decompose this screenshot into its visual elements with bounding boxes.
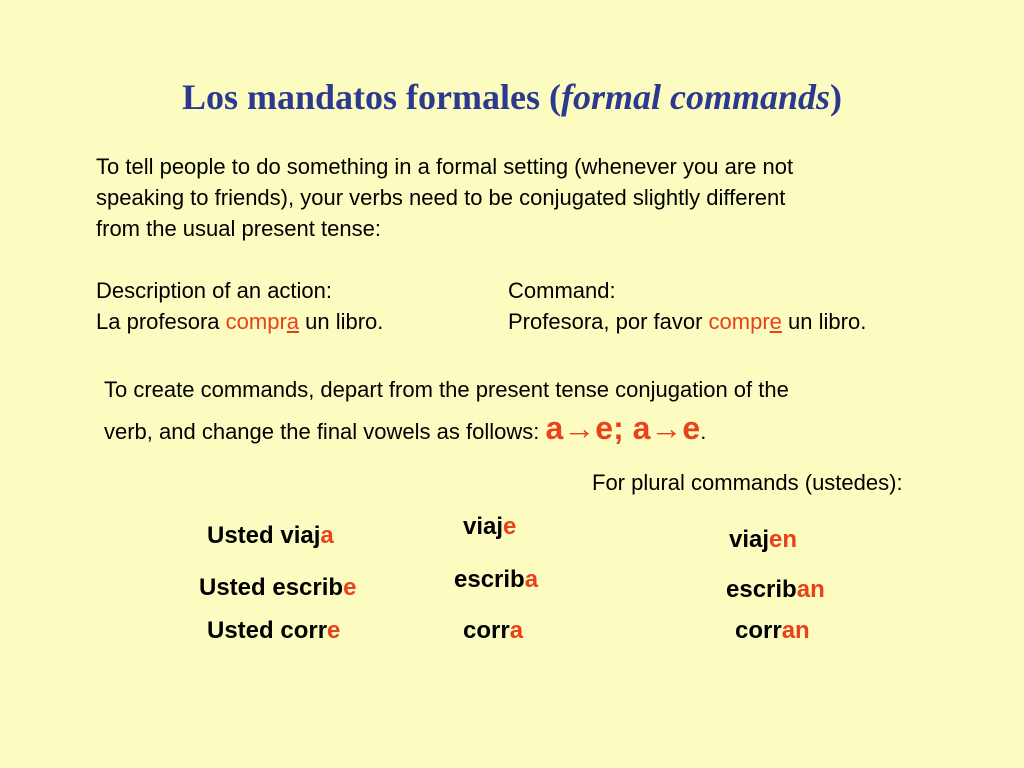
command-form (463, 617, 523, 645)
command-ending: a (509, 617, 524, 644)
plural-ending: en (769, 526, 798, 553)
command-block (508, 275, 866, 337)
title-main: Los mandatos formales ( (182, 77, 561, 117)
command-ending: a (524, 566, 539, 593)
plural-ending: an (796, 576, 825, 603)
usted-form (207, 617, 340, 645)
rule-text: verb, and change the final vowels as follows: (104, 419, 546, 444)
command-form (454, 566, 538, 594)
description-block (96, 275, 383, 337)
command-stem: corr (463, 617, 510, 644)
rule-end: . (700, 419, 707, 444)
description-verb-stem: compr (225, 309, 287, 334)
command-post: un libro. (781, 309, 867, 334)
description-sentence (96, 306, 383, 337)
intro-line: To tell people to do something in a formal setting (whenever you are not (96, 154, 794, 179)
rule-line-2 (104, 410, 706, 450)
description-pre: La profesora (96, 309, 226, 334)
plural-ending: an (781, 617, 810, 644)
plural-stem: viaj (729, 526, 770, 553)
title-italic: formal commands (560, 77, 830, 117)
usted-form (207, 522, 334, 550)
usted-stem: Usted viaj (207, 522, 321, 549)
command-heading: Command: (508, 278, 616, 303)
usted-ending: e (327, 617, 341, 644)
title-close: ) (830, 77, 842, 117)
rule-formula: a→e; a→e (545, 410, 701, 446)
usted-stem: Usted escrib (199, 574, 344, 601)
usted-ending: e (343, 574, 357, 601)
plural-stem: escrib (726, 576, 797, 603)
plural-form (735, 617, 810, 645)
command-verb-stem: compr (708, 309, 770, 334)
intro-paragraph (96, 151, 793, 244)
rule-line-1: To create commands, depart from the present tense conjugation of the (104, 377, 789, 402)
command-verb-ending: e (769, 309, 782, 334)
usted-stem: Usted corr (207, 617, 328, 644)
command-pre: Profesora, por favor (508, 309, 709, 334)
intro-line: speaking to friends), your verbs need to be conjugated slightly different (96, 185, 786, 210)
plural-stem: corr (735, 617, 782, 644)
command-form (463, 513, 516, 541)
plural-heading: For plural commands (usted​es): (592, 470, 903, 495)
page-title (0, 76, 1024, 118)
description-post: un libro. (299, 309, 384, 334)
usted-form (199, 574, 356, 602)
command-stem: viaj (463, 513, 504, 540)
command-sentence (508, 306, 866, 337)
description-verb-ending: a (286, 309, 300, 334)
description-heading: Description of an action: (96, 278, 333, 303)
plural-form (726, 576, 825, 604)
intro-line: from the usual present tense: (96, 216, 381, 241)
usted-ending: a (320, 522, 334, 549)
command-ending: e (503, 513, 517, 540)
plural-form (729, 526, 797, 554)
command-stem: escrib (454, 566, 525, 593)
